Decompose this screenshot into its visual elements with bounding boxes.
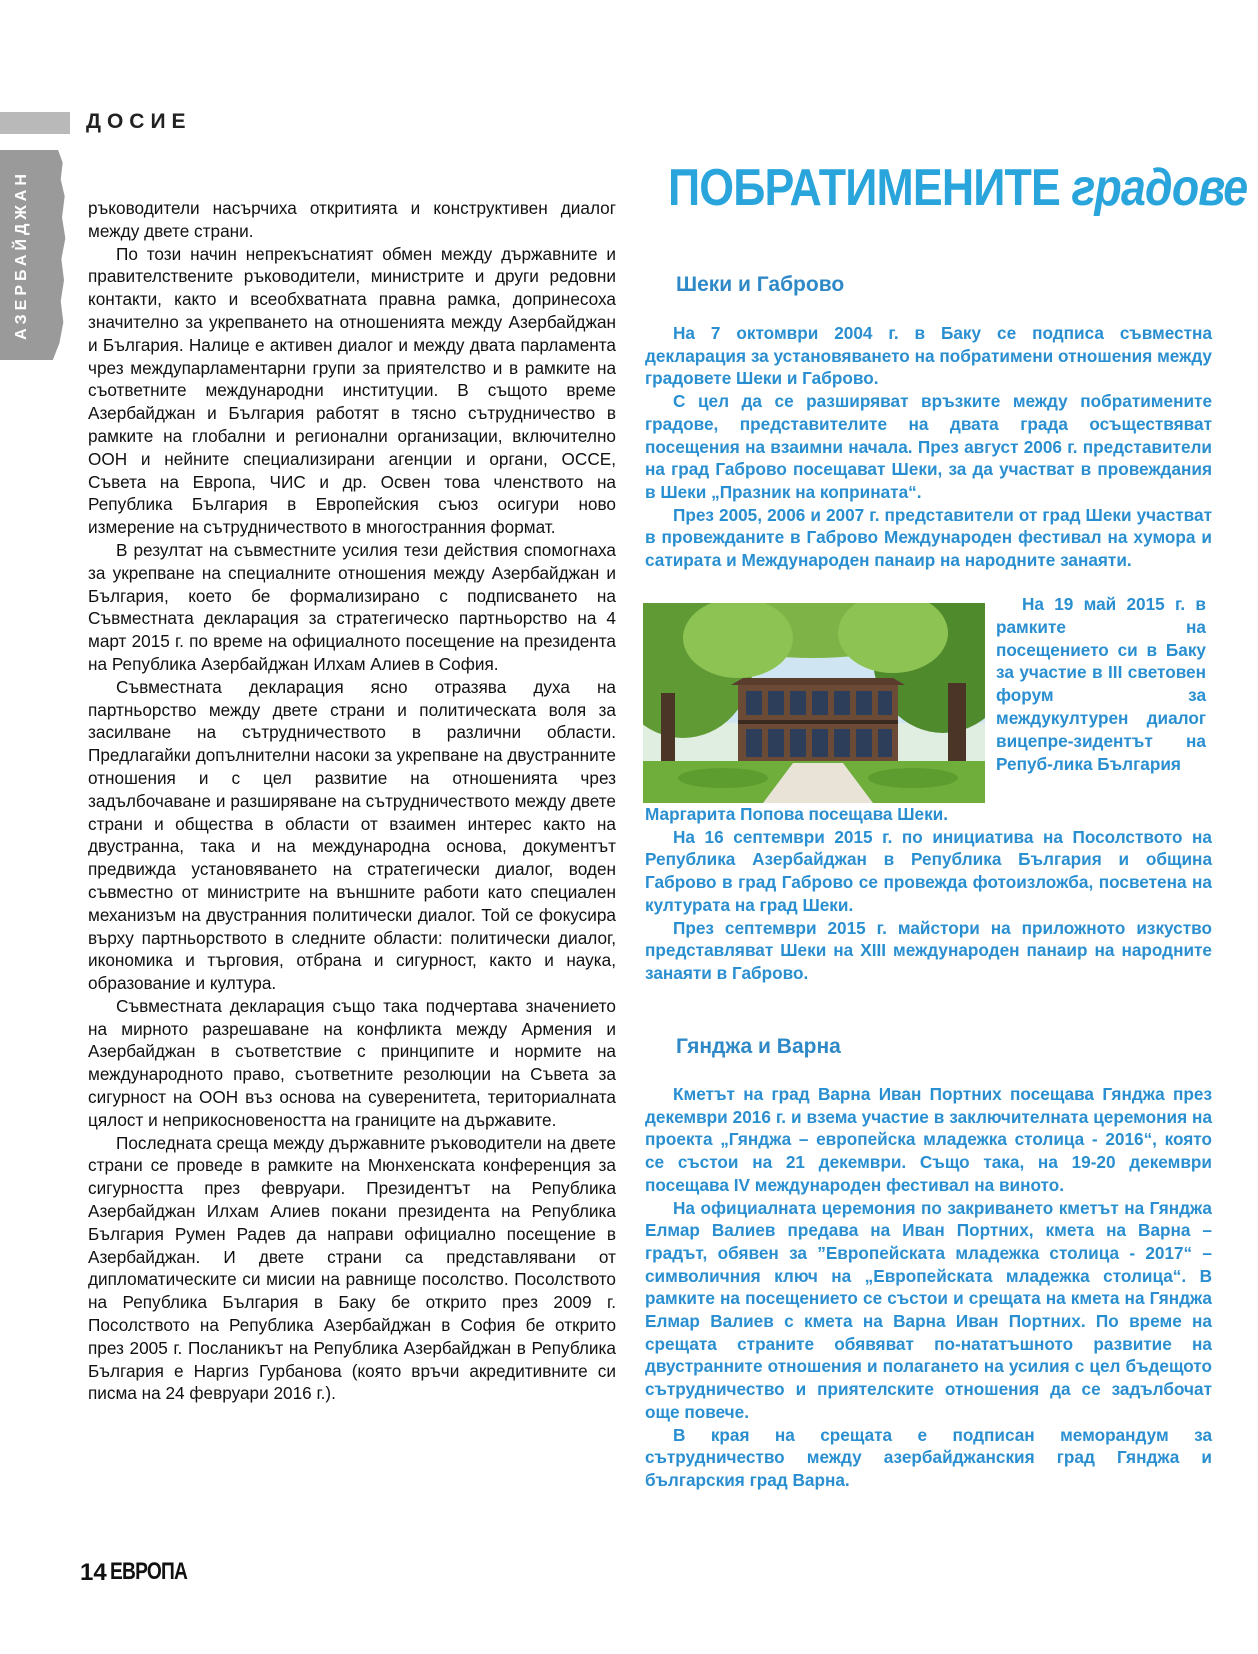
section-bar xyxy=(0,112,70,134)
after-photo-paragraph-1: Маргарита Попова посещава Шеки. xyxy=(645,804,949,824)
section-heading-ganja-varna: Гянджа и Варна xyxy=(676,1035,841,1058)
after-photo-paragraph-3: През септември 2015 г. майстори на приложното изкуство представляват Шеки на XIII международен панаир на народните занаяти в Габрово. xyxy=(645,917,1212,983)
sheki-palace-photo xyxy=(643,603,985,803)
title-script: градове xyxy=(1071,159,1248,217)
page-number: 14 xyxy=(80,1559,107,1586)
left-article-column xyxy=(88,197,616,1405)
section1-after-photo xyxy=(645,803,1212,985)
photo-wrap-text xyxy=(996,593,1206,775)
side-tab-text: АЗЕРБАЙДЖАН xyxy=(13,170,30,340)
article-title xyxy=(668,158,1248,218)
section1-paragraph-1: На 7 октомври 2004 г. в Баку се подписа съвместна декларация за установяването на побратимени отношения между градовете Шеки и Габрово. xyxy=(645,323,1212,389)
country-side-tab-label xyxy=(4,150,40,360)
section2-text xyxy=(645,1083,1212,1492)
section1-paragraph-2: С цел да се разширяват връзките между побратимените градове, представителите на двата града осъществяват посещения на взаимни начала. През август 2006 г. представители на град Габрово посещават Шеки, за да участват в провеждания в Шеки „Празник на коприната“. xyxy=(645,391,1212,502)
section1-paragraph-3: През 2005, 2006 и 2007 г. представители от град Шеки участват в провежданите в Габрово Международен фестивал на хумора и сатирата и Международен панаир на народните занаяти. xyxy=(645,504,1212,571)
left-paragraph-3: В резултат на съвместните усилия тези действия спомогнаха за укрепване на специалните отношения между Азербайджан и България, което бе формализирано с подписването на Съвместната декларация за стратегическо партньорство на 4 март 2015 г. по време на официалното посещение на президента на Република Азербайджан Илхам Алиев в София. xyxy=(88,539,616,674)
left-paragraph-6: Последната среща между държавните ръководители на двете страни се проведе в рамките на Мюнхенската конференция за сигурността през февруари. Президентът на Република Азербайджан Илхам Алиев покани президента на Република България Румен Радев да направи официално посещение в Азербайджан. И двете страни са представлявани от дипломатическите си мисии на равнище посолство. Посолството на Република България в Баку бе открито през 2009 г. Посолството на Република Азербайджан в София бе открито през 2005 г. Посланикът на Република Азербайджан в Република България е Наргиз Гурбанова (която връчи акредитивните си писма на 24 февруари 2016 г.). xyxy=(88,1132,616,1404)
section2-paragraph-2: На официалната церемония по закриването кметът на Гянджа Елмар Валиев предава на Иван Портних, кмета на Варна – градът, обявен за ”Европейската младежка столица - 2017“ – символичния ключ на „Европейската младежка столица“. В рамките на посещението се състои и срещата на кмета на Гянджа Елмар Валиев с кмета на Варна Иван Портних. По време на срещата страните обявяват по-нататъшното развитие на двустранните отношения и полагането на усилия с цел бъдещото сътрудничество и приятелските отношения да се задълбочат още повече. xyxy=(645,1197,1212,1422)
left-paragraph-1: ръководители насърчиха откритията и конструктивен диалог между двете страни. xyxy=(88,198,616,241)
after-photo-paragraph-2: На 16 септември 2015 г. по инициатива на Посолството на Република Азербайджан в Република България и община Габрово в град Габрово се провежда фотоизложба, посветена на културата на град Шеки. xyxy=(645,826,1212,915)
title-main: ПОБРАТИМЕНИТЕ xyxy=(668,159,1060,217)
magazine-logo: ЕВРОПА xyxy=(110,1558,188,1585)
section1-text xyxy=(645,322,1212,572)
section-label: ДОСИЕ xyxy=(86,110,192,133)
left-paragraph-4: Съвместната декларация ясно отразява духа на партньорство между двете страни и политическата воля за засилване на сътрудничеството в различни области. Предлагайки допълнителни насоки за укрепване на двустранните отношения и с цел развитие на отношенията чрез задълбочаване и разширяване на сътрудничеството между двете страни и общества в области от взаимен интерес както на двустранна, така и на международна основа, документът предвижда установяването на стратегически диалог, воден съвместно от министрите на външните работи като специален механизъм на двустранния политически диалог. Той се фокусира върху партньорството в следните области: политически диалог, икономика и търговия, отбрана и сигурност, както и наука, образование и култура. xyxy=(88,676,616,994)
left-paragraph-5: Съвместната декларация също така подчертава значението на мирното разрешаване на конфликта между Армения и Азербайджан в съответствие с принципите и нормите на международното право, съответните резолюции на Съвета за сигурност на ООН въз основа на суверенитета, териториалната цялост и неприкосновеността на границите на държавите. xyxy=(88,995,616,1130)
section2-paragraph-1: Кметът на град Варна Иван Портних посещава Гянджа през декември 2016 г. и взема участие в заключителната церемония на проекта „Гянджа – европейска младежка столица - 2016“, която се състои на 21 декември. Също така, на 19-20 декември посещава IV международен фестивал на виното. xyxy=(645,1084,1212,1195)
left-paragraph-2: По този начин непрекъснатият обмен между държавните и правителствените ръководители, министрите и други редовни контакти, както и всеобхватната правна рамка, допринесоха значително за укрепването на отношенията между Азербайджан и България. Налице е активен диалог и между двата парламента чрез междупарламентарни групи за приятелство и в рамките на съответните международни институции. В същото време Азербайджан и България работят в тясно сътрудничество в рамките на глобални и регионални организации, включително ООН и нейните специализирани агенции и органи, ОССЕ, Съвета на Европа, ЧИС и др. Освен това членството на Република България в Европейския съюз осигури ново измерение на сътрудничеството в многостранния формат. xyxy=(88,243,616,538)
wrap-paragraph: На 19 май 2015 г. в рамките на посещението си в Баку за участие в III световен форум за междукултурен диалог вицепре-зидентът на Репуб-лика България xyxy=(996,594,1206,774)
section-heading-sheki-gabrovo: Шеки и Габрово xyxy=(676,273,845,296)
section2-paragraph-3: В края на срещата е подписан меморандум за сътрудничество между азербайджанския град Гянджа и българския град Варна. xyxy=(645,1424,1212,1490)
palace-illustration xyxy=(643,603,985,803)
